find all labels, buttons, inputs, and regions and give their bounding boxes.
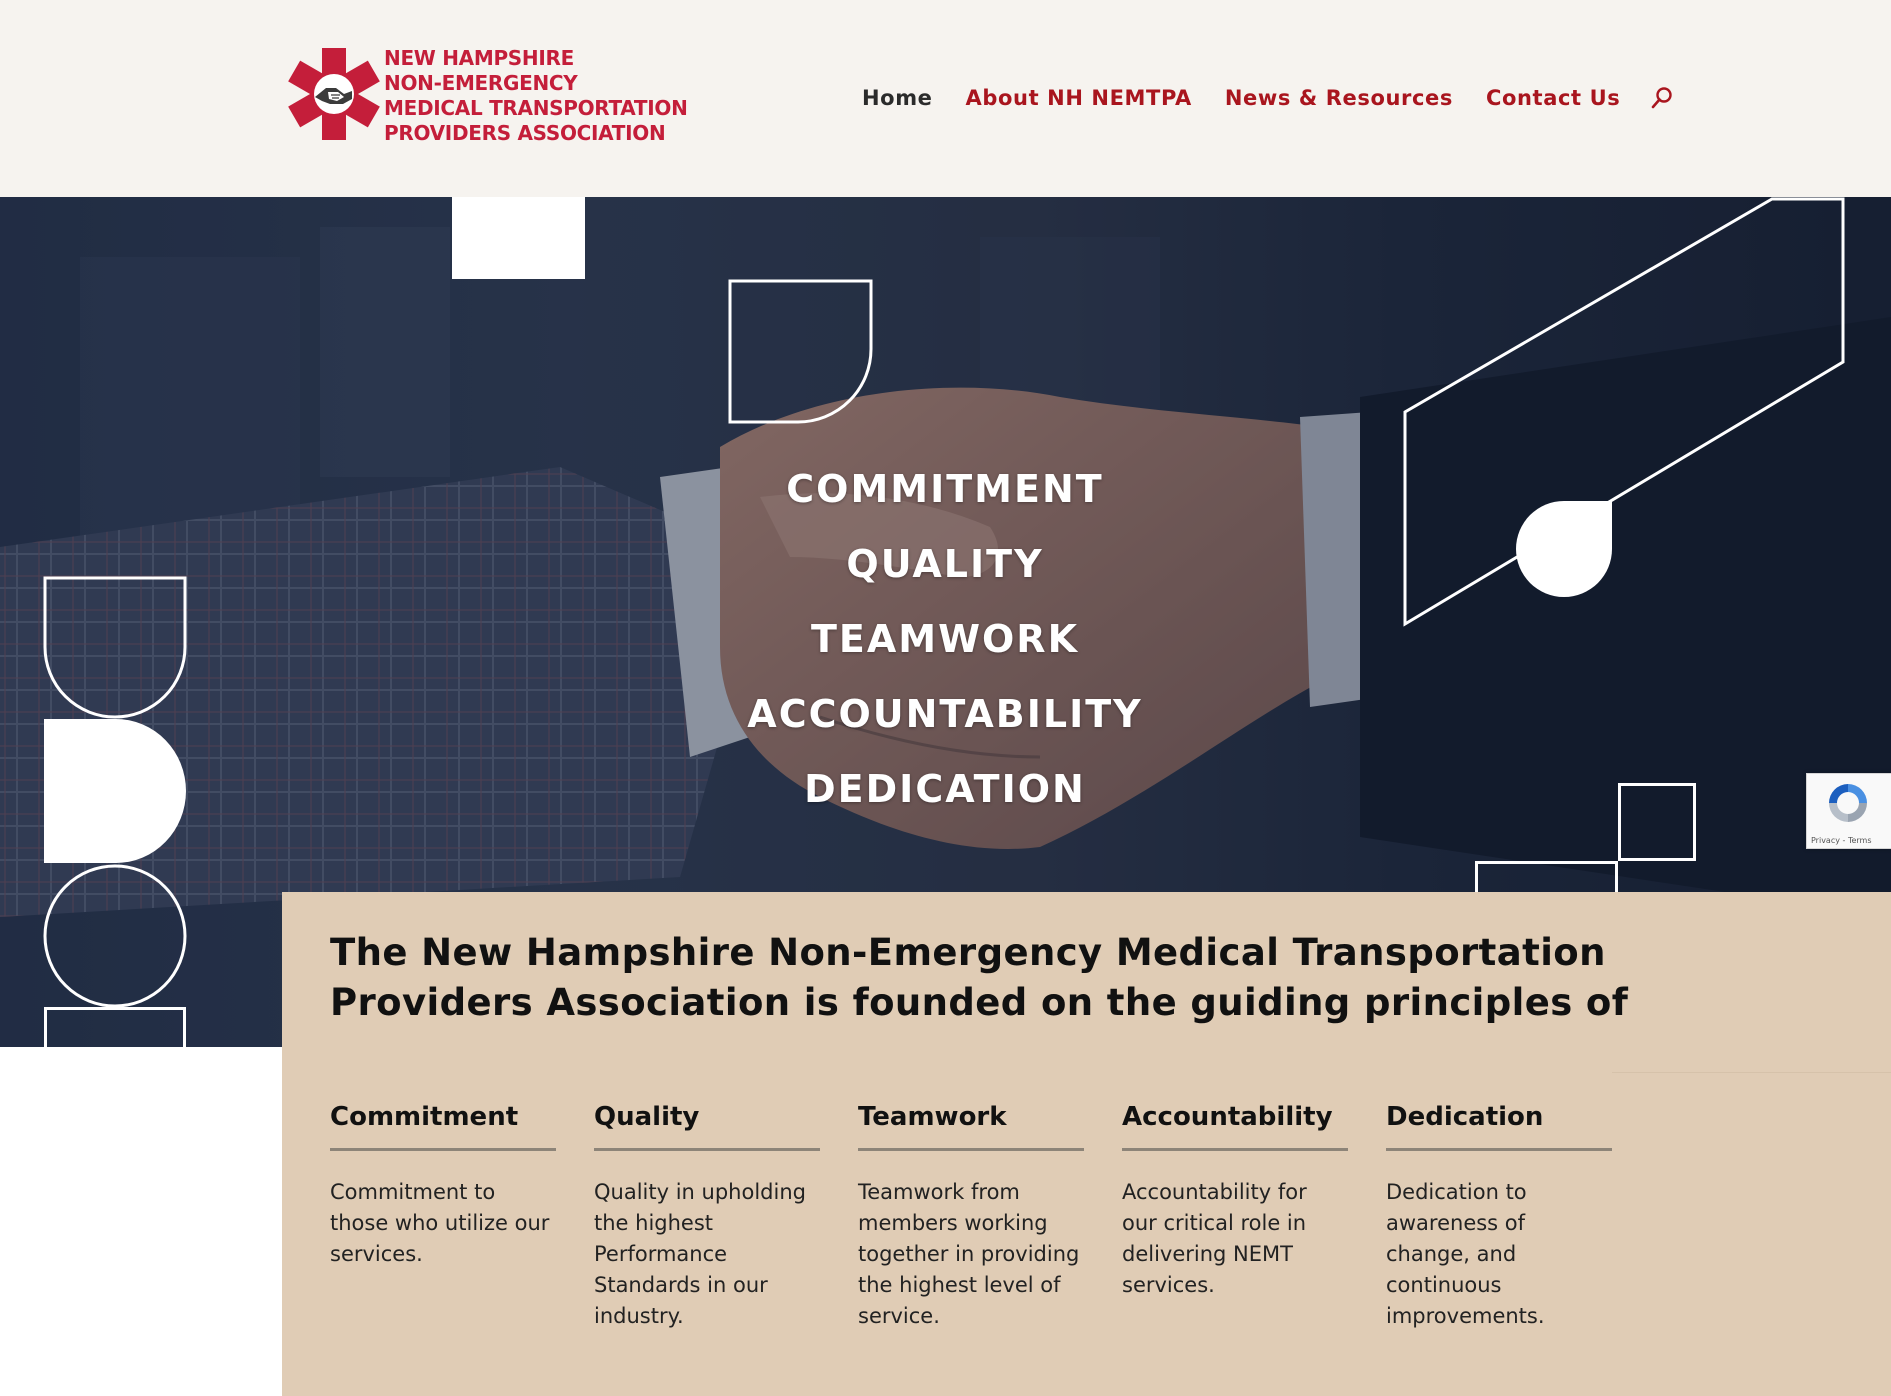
nav-item-about[interactable]: About NH NEMTPA xyxy=(965,86,1192,110)
principle-text: Dedication to awareness of change, and continuous improvements. xyxy=(1386,1180,1545,1328)
principle-text: Accountability for our critical role in delivering NEMT services. xyxy=(1122,1180,1307,1297)
site-logo[interactable] xyxy=(288,46,688,146)
decor-d-shape-white xyxy=(42,719,188,863)
principle-column-dedication xyxy=(1386,1102,1612,1332)
divider xyxy=(1612,1072,1891,1073)
logo-line: MEDICAL TRANSPORTATION xyxy=(384,96,688,120)
principle-text: Quality in upholding the highest Performance Standards in our industry. xyxy=(594,1180,806,1328)
principle-title: Accountability xyxy=(1122,1102,1348,1151)
principles-columns xyxy=(330,1102,1612,1332)
principle-title: Commitment xyxy=(330,1102,556,1151)
nav-item-news-resources[interactable]: News & Resources xyxy=(1224,86,1453,110)
logo-line: PROVIDERS ASSOCIATION xyxy=(384,121,666,145)
principle-column-quality xyxy=(594,1102,820,1332)
decor-square-outline-bottom-left xyxy=(44,1007,186,1047)
site-header xyxy=(0,0,1891,197)
principles-heading-line1: The New Hampshire Non-Emergency Medical Transportation xyxy=(330,931,1606,974)
logo-line: NEW HAMPSHIRE xyxy=(384,46,574,70)
hero-word-commitment: COMMITMENT xyxy=(786,467,1104,511)
decor-parallelogram-outline xyxy=(1400,197,1852,627)
search-icon[interactable] xyxy=(1650,86,1674,110)
hero-word-teamwork: TEAMWORK xyxy=(810,617,1080,661)
main-nav xyxy=(862,86,1674,110)
principle-title: Quality xyxy=(594,1102,820,1151)
logo-text xyxy=(384,46,688,146)
principle-title: Dedication xyxy=(1386,1102,1612,1151)
decor-circle-outline xyxy=(42,863,188,1009)
nav-item-home[interactable]: Home xyxy=(862,86,933,110)
hero-word-quality: QUALITY xyxy=(846,542,1044,586)
principle-column-teamwork xyxy=(858,1102,1084,1332)
decor-drop-shape xyxy=(1516,501,1616,601)
recaptcha-badge[interactable] xyxy=(1806,773,1891,849)
principle-column-commitment xyxy=(330,1102,556,1332)
star-of-life-handshake-icon xyxy=(288,46,380,142)
recaptcha-icon xyxy=(1825,780,1871,826)
hero-word-dedication: DEDICATION xyxy=(804,767,1086,811)
nav-item-contact[interactable]: Contact Us xyxy=(1485,86,1621,110)
principles-panel xyxy=(282,892,1891,1396)
principle-title: Teamwork xyxy=(858,1102,1084,1151)
principles-heading xyxy=(330,928,1660,1028)
recaptcha-links[interactable]: Privacy - Terms xyxy=(1811,836,1872,845)
hero-principles-list xyxy=(745,452,1145,827)
white-background-block xyxy=(0,1047,282,1396)
principle-column-accountability xyxy=(1122,1102,1348,1332)
decor-square-outline-right xyxy=(1618,783,1696,861)
decor-white-square xyxy=(452,197,585,279)
principle-text: Teamwork from members working together in providing the highest level of service. xyxy=(858,1180,1080,1328)
hero-word-accountability: ACCOUNTABILITY xyxy=(747,692,1143,736)
logo-line: NON-EMERGENCY xyxy=(384,71,578,95)
decor-u-shape-outline xyxy=(42,575,188,719)
decor-quarter-circle-outline xyxy=(728,279,874,425)
principles-heading-line2: Providers Association is founded on the guiding principles of xyxy=(330,981,1629,1024)
principle-text: Commitment to those who utilize our services. xyxy=(330,1180,550,1266)
